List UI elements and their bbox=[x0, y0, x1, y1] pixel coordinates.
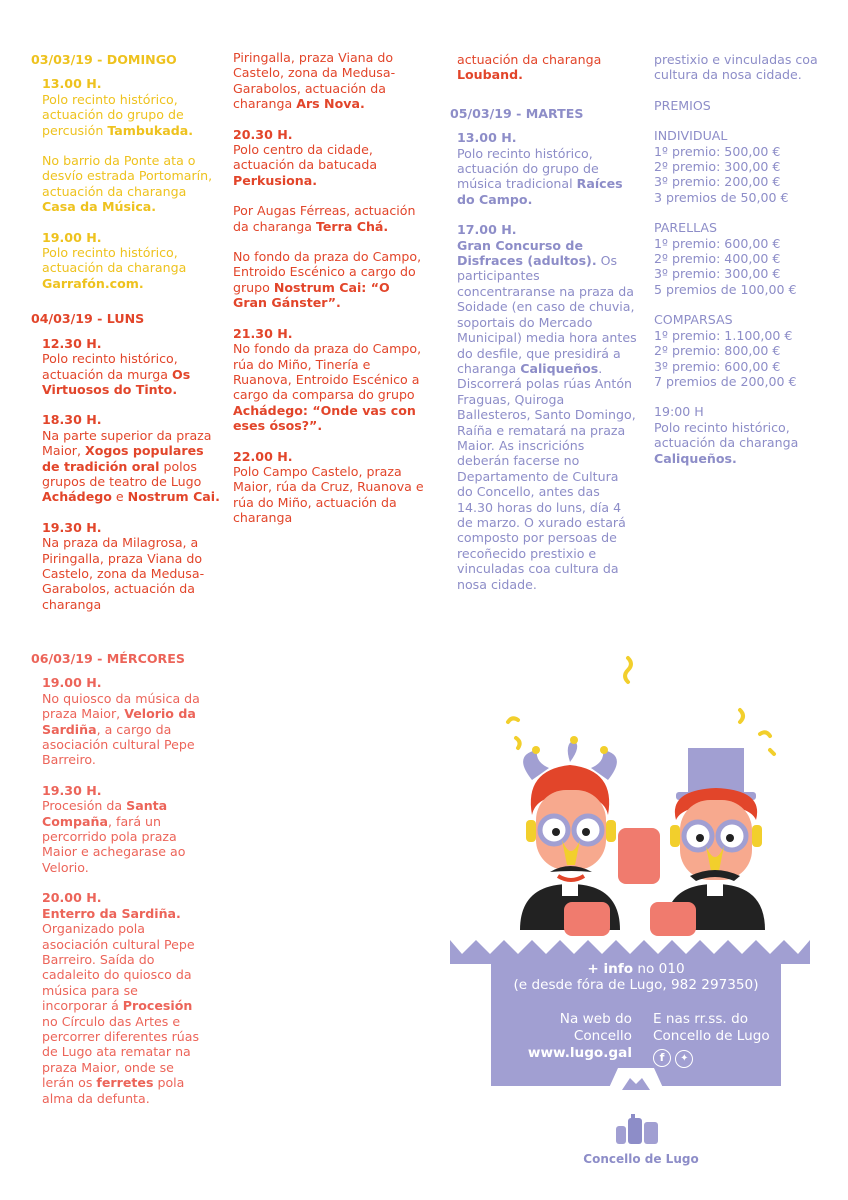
social-block bbox=[653, 1011, 778, 1068]
confetti-icon bbox=[770, 750, 774, 754]
column-mercores bbox=[31, 651, 206, 1121]
event-mercores-3 bbox=[42, 890, 206, 1106]
box-notch bbox=[608, 1068, 664, 1090]
event-performer: Procesión bbox=[122, 998, 193, 1014]
info-phone-external: (e desde fóra de Lugo, 982 297350) bbox=[513, 977, 759, 993]
day-header-luns: 04/03/19 - LUNS bbox=[31, 311, 145, 327]
event-text: Na praza da Milagrosa, a Piringalla, praza Viana do Castelo, zona da Medusa-Garabolos, actuación da charanga bbox=[42, 535, 205, 612]
event-domingo-3 bbox=[42, 230, 221, 292]
event-time: 13.00 H. bbox=[42, 76, 102, 92]
event-domingo-1 bbox=[42, 76, 221, 138]
event-performer: Perkusiona. bbox=[233, 172, 318, 188]
premios-individual bbox=[654, 128, 834, 205]
premios-title: PREMIOS bbox=[654, 97, 711, 113]
prize-item: 3º premio: 200,00 € bbox=[654, 174, 781, 190]
premios-comparsas-title: COMPARSAS bbox=[654, 312, 733, 328]
event-performer: Enterro da Sardiña. bbox=[42, 905, 181, 921]
plus-info-label: + info bbox=[587, 961, 634, 977]
jester-character bbox=[520, 736, 660, 936]
event-time: 18.30 H. bbox=[42, 412, 102, 428]
premios-parellas bbox=[654, 220, 834, 297]
event-luns-5 bbox=[233, 203, 425, 234]
confetti-icon bbox=[740, 710, 743, 722]
event-time: 13.00 H. bbox=[457, 130, 517, 146]
event-performer: Nostrum Cai. bbox=[127, 489, 220, 505]
premios-parellas-title: PARELLAS bbox=[654, 220, 718, 236]
event-performer: Xogos populares de tradición oral bbox=[42, 443, 204, 474]
confetti-icon bbox=[508, 718, 518, 722]
event-performer: Caliqueños. bbox=[654, 450, 737, 466]
day-header-mercores: 06/03/19 - MÉRCORES bbox=[31, 651, 185, 666]
prize-item: 3º premio: 600,00 € bbox=[654, 358, 781, 374]
event-performer: Santa Compaña bbox=[42, 798, 168, 829]
event-performer: Os Virtuosos do Tinto. bbox=[42, 366, 191, 397]
prize-item: 2º premio: 800,00 € bbox=[654, 343, 781, 359]
event-mercores-1 bbox=[42, 675, 206, 767]
event-martes-2 bbox=[457, 222, 638, 592]
column-2 bbox=[233, 50, 425, 525]
prize-item: 3 premios de 50,00 € bbox=[654, 189, 789, 205]
event-performer: Velorio da Sardiña bbox=[42, 706, 196, 737]
event-performer: Nostrum Cai: “O Gran Gánster”. bbox=[233, 279, 390, 311]
social-label-2: Concello de Lugo bbox=[653, 1028, 770, 1044]
event-text: Por Augas Férreas, actuación da charanga bbox=[233, 203, 416, 234]
event-time: 21.30 H. bbox=[233, 325, 293, 341]
event-performer: Terra Chá. bbox=[315, 218, 389, 234]
event-text: Organizado pola asociación cultural Pepe Barreiro. Saída do cadaleito do quiosco da música para se incorporar á bbox=[42, 921, 195, 1014]
social-label-1: E nas rr.ss. do bbox=[653, 1011, 749, 1027]
event-text: Polo recinto histórico, actuación da charanga bbox=[42, 245, 187, 276]
event-time: 19.30 H. bbox=[42, 519, 102, 535]
concello-lugo-logo-text: Concello de Lugo bbox=[583, 1152, 699, 1166]
event-performer: Raíces do Campo. bbox=[457, 176, 623, 207]
event-performer: Casa da Música. bbox=[42, 199, 157, 215]
event-text: Polo Campo Castelo, praza Maior, rúa da Cruz, Ruanova e rúa do Miño, actuación da charanga bbox=[233, 463, 424, 526]
event-time: 19.00 H. bbox=[42, 229, 102, 245]
event-text: Procesión da bbox=[42, 798, 127, 814]
event-luns-6 bbox=[233, 249, 425, 311]
confetti-icon bbox=[625, 658, 631, 682]
event-text: Polo recinto histórico, actuación da charanga bbox=[654, 419, 799, 451]
prize-item: 5 premios de 100,00 € bbox=[654, 281, 797, 297]
carnival-characters-illustration bbox=[440, 640, 820, 970]
event-text: Na parte superior da praza Maior, bbox=[42, 427, 212, 459]
event-performer: Tambukada. bbox=[107, 122, 194, 138]
event-domingo-2 bbox=[42, 153, 221, 215]
event-luns-3 bbox=[42, 519, 221, 612]
web-link[interactable]: www.lugo.gal bbox=[527, 1045, 632, 1061]
event-text: . Discorrerá polas rúas Antón Fraguas, Quiroga Ballesteros, Santo Domingo, Raíña e rematará na praza Maior. As inscricións deberán facerse no Departamento de Cultura do Concello, antes das 14.30 horas do luns, día 4 de marzo. O xurado estará composto por persoas de recoñecido prestixio e vinculadas coa cultura da nosa cidade. bbox=[457, 360, 636, 592]
event-time: 22.00 H. bbox=[233, 448, 293, 464]
event-text: No quiosco da música da praza Maior, bbox=[42, 690, 200, 722]
event-time: 20.00 H. bbox=[42, 890, 102, 906]
event-luns-8-continued: actuación da charanga Louband. bbox=[457, 52, 602, 83]
confetti-icon bbox=[760, 732, 770, 736]
event-text: No fondo da praza do Campo, rúa do Miño, Tinería e Ruanova, Entroido Escénico a cargo da comparsa do grupo bbox=[233, 341, 422, 403]
prize-item: 7 premios de 200,00 € bbox=[654, 373, 797, 389]
prize-item: 2º premio: 300,00 € bbox=[654, 159, 781, 175]
day-header-domingo: 03/03/19 - DOMINGO bbox=[31, 52, 177, 67]
event-time: 19:00 H bbox=[654, 404, 704, 420]
event-text: polos grupos de teatro de Lugo bbox=[42, 458, 202, 489]
event-text: Polo recinto histórico, actuación do grupo de percusión bbox=[42, 91, 184, 138]
event-time: 17.00 H. bbox=[457, 222, 517, 238]
event-time: 12.30 H. bbox=[42, 335, 102, 351]
event-text: Polo recinto histórico, actuación do grupo de música tradicional bbox=[457, 145, 599, 192]
event-time: 20.30 H. bbox=[233, 126, 293, 142]
confetti-icon bbox=[516, 738, 520, 748]
event-text: Polo recinto histórico, actuación da murga bbox=[42, 351, 178, 382]
event-luns-4 bbox=[233, 127, 425, 189]
event-text: No barrio da Ponte ata o desvío estrada Portomarín, actuación da charanga bbox=[42, 153, 213, 199]
event-luns-7 bbox=[233, 326, 425, 434]
info-phone: no 010 bbox=[633, 961, 685, 977]
event-luns-8 bbox=[233, 448, 425, 526]
premios-individual-title: INDIVIDUAL bbox=[654, 128, 728, 144]
premios-comparsas bbox=[654, 312, 834, 389]
event-text: pola alma da defunta. bbox=[42, 1075, 185, 1106]
twitter-icon[interactable]: ✦ bbox=[675, 1050, 693, 1068]
event-performer: Achádego bbox=[42, 489, 112, 505]
prize-item: 3º premio: 300,00 € bbox=[654, 266, 781, 282]
event-mercores-2 bbox=[42, 783, 206, 875]
event-text: No fondo da praza do Campo, Entroido Escénico a cargo do grupo bbox=[233, 249, 422, 295]
column-3 bbox=[450, 52, 638, 592]
event-text: Os participantes concentraranse na praza da Soidade (en caso de chuvia, soportais do Mercado Municipal) media hora antes do desfile, que presidirá a charanga bbox=[457, 253, 637, 376]
prize-item: 1º premio: 600,00 € bbox=[654, 235, 781, 251]
column-1 bbox=[31, 52, 221, 612]
concello-lugo-logo-icon bbox=[614, 1112, 664, 1146]
event-performer: Ars Nova. bbox=[296, 96, 365, 112]
event-luns-3-continued: Piringalla, praza Viana do Castelo, zona da Medusa-Garabolos, actuación da charanga Ars Nova. bbox=[233, 50, 396, 112]
facebook-icon[interactable]: f bbox=[653, 1049, 671, 1067]
event-text: e bbox=[111, 489, 128, 505]
tophat-character bbox=[650, 748, 765, 936]
event-performer: Caliqueños bbox=[520, 360, 599, 376]
day-header-martes: 05/03/19 - MARTES bbox=[450, 105, 584, 121]
prize-item: 2º premio: 400,00 € bbox=[654, 251, 781, 267]
info-phone-line bbox=[491, 962, 781, 977]
event-time: 19.30 H. bbox=[42, 782, 102, 798]
web-label: Na web do Concello bbox=[559, 1011, 632, 1044]
event-performer: Gran Concurso de Disfraces (adultos). bbox=[457, 237, 597, 269]
prize-item: 1º premio: 1.100,00 € bbox=[654, 327, 793, 343]
event-text: , a cargo da asociación cultural Pepe Barreiro. bbox=[42, 721, 195, 768]
column-4-premios bbox=[654, 52, 834, 466]
event-martes-2-continued: prestixio e vinculadas coa cultura da nosa cidade. bbox=[654, 52, 818, 83]
event-luns-2 bbox=[42, 412, 221, 504]
web-block bbox=[502, 1011, 632, 1062]
event-performer: Garrafón.com. bbox=[42, 275, 144, 291]
event-luns-1 bbox=[42, 336, 221, 398]
prize-item: 1º premio: 500,00 € bbox=[654, 143, 781, 159]
event-performer: ferretes bbox=[96, 1075, 154, 1091]
event-martes-1 bbox=[457, 130, 638, 207]
event-time: 19.00 H. bbox=[42, 675, 102, 691]
event-text: , fará un percorrido pola praza Maior e achegarase ao Velorio. bbox=[42, 813, 186, 875]
event-text: Polo centro da cidade, actuación da batucada bbox=[233, 142, 378, 173]
event-text: no Círculo das Artes e percorrer diferentes rúas de Lugo ata rematar na praza Maior, onde se lerán os bbox=[42, 1013, 200, 1091]
event-performer: Louband. bbox=[457, 67, 523, 83]
premios-final-event bbox=[654, 404, 834, 466]
event-performer: Achádego: “Onde vas con eses ósos?”. bbox=[233, 402, 416, 434]
